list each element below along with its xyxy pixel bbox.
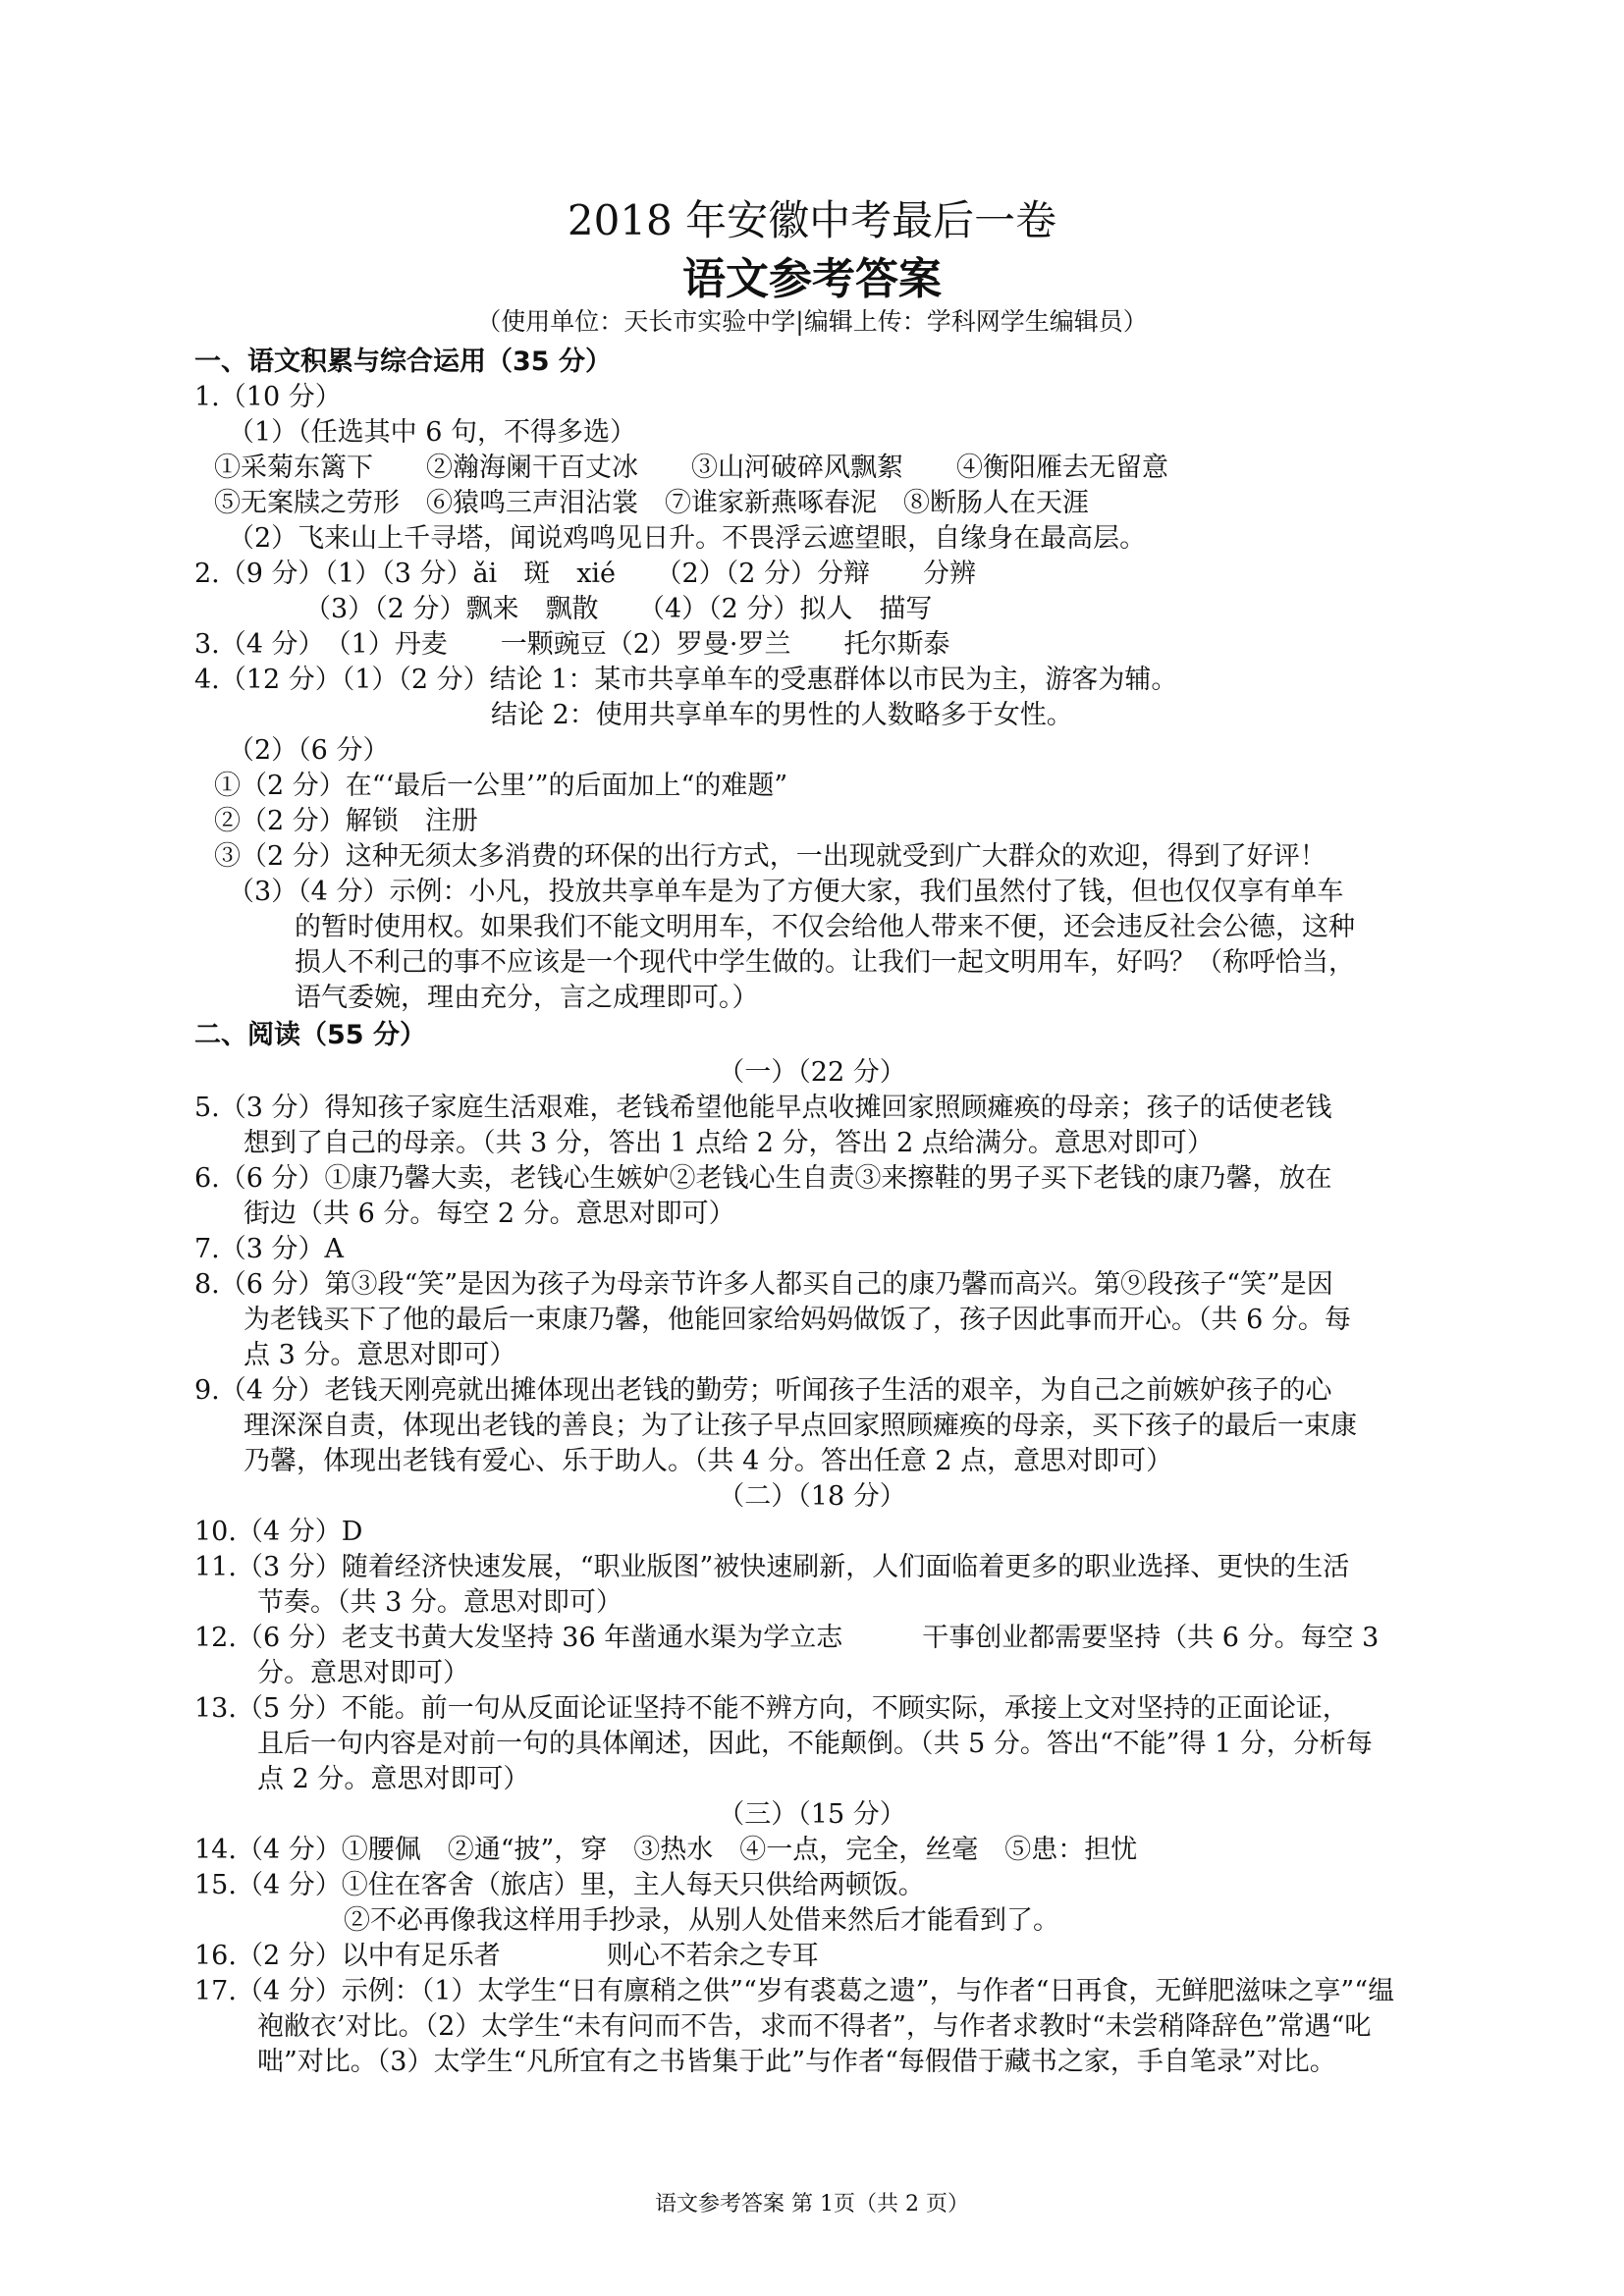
answer-line: （1）（任选其中 6 句，不得多选） — [228, 417, 637, 448]
answer-line: （3）（2 分）飘来 飘散 （4）（2 分）拟人 描写 — [304, 594, 933, 624]
answer-line: ①（2 分）在“‘最后一公里’”的后面加上“的难题” — [214, 771, 788, 801]
answer-line: 点 2 分。意思对即可） — [257, 1764, 530, 1794]
answer-line: 分。意思对即可） — [257, 1658, 469, 1688]
answer-line: 6.（6 分）①康乃馨大卖，老钱心生嫉妒②老钱心生自责③来擦鞋的男子买下老钱的康乃馨，放在 — [194, 1163, 1332, 1194]
answer-line: 理深深自责，体现出老钱的善良；为了让孩子早点回家照顾瘫痪的母亲，买下孩子的最后一束康 — [244, 1411, 1357, 1441]
answer-line: 结论 2：使用共享单车的男性的人数略多于女性。 — [491, 700, 1073, 730]
answer-line: 11.（3 分）随着经济快速发展，“职业版图”被快速刷新，人们面临着更多的职业选择、更快的生活 — [194, 1552, 1350, 1582]
answer-line: 语气委婉，理由充分，言之成理即可。） — [295, 983, 759, 1013]
answer-line: 街边（共 6 分。每空 2 分。意思对即可） — [244, 1199, 735, 1229]
answer-line: ②（2 分）解锁 注册 — [214, 806, 478, 836]
source-note: （使用单位：天长市实验中学|编辑上传：学科网学生编辑员） — [476, 307, 1148, 336]
part-heading: （三）（15 分） — [718, 1799, 906, 1830]
answer-line: （2）飞来山上千寻塔，闻说鸡鸣见日升。不畏浮云遮望眼，自缘身在最高层。 — [228, 523, 1147, 554]
answer-line: 为老钱买下了他的最后一束康乃馨，他能回家给妈妈做饭了，孩子因此事而开心。（共 6 分。每 — [244, 1305, 1351, 1335]
answer-line: 12.（6 分）老支书黄大发坚持 36 年凿通水渠为学立志 干事创业都需要坚持（共 6 分。每空 3 — [194, 1623, 1380, 1653]
answer-line: 节奏。（共 3 分。意思对即可） — [257, 1587, 623, 1618]
answer-line: ⑤无案牍之劳形 ⑥猿鸣三声泪沾裳 ⑦谁家新燕啄春泥 ⑧断肠人在天涯 — [214, 488, 1089, 518]
answer-line: ②不必再像我这样用手抄录，从别人处借来然后才能看到了。 — [344, 1905, 1059, 1936]
answer-line: （3）（4 分）示例：小凡，投放共享单车是为了方便大家，我们虽然付了钱，但也仅仅享有单车 — [228, 877, 1344, 907]
answer-line: 袍敝衣’对比。（2）太学生“未有问而不告，求而不得者”，与作者求教时“未尝稍降辞色”常遇“叱 — [257, 2011, 1372, 2042]
part-heading: （二）（18 分） — [718, 1481, 906, 1512]
section-heading: 一、语文积累与综合运用（35 分） — [194, 347, 612, 377]
answer-line: 2.（9 分）（1）（3 分）ǎi 斑 xié （2）（2 分）分辩 分辨 — [194, 559, 976, 589]
answer-line: ①采菊东篱下 ②瀚海阑干百丈冰 ③山河破碎风飘絮 ④衡阳雁去无留意 — [214, 453, 1168, 483]
answer-line: 4.（12 分）（1）（2 分）结论 1：某市共享单车的受惠群体以市民为主，游客为辅。 — [194, 665, 1178, 695]
section-heading: 二、阅读（55 分） — [194, 1020, 426, 1050]
answer-line: 7.（3 分）A — [194, 1234, 345, 1264]
answer-line: 的暂时使用权。如果我们不能文明用车，不仅会给他人带来不便，还会违反社会公德，这种 — [295, 912, 1355, 942]
answer-line: 且后一句内容是对前一句的具体阐述，因此，不能颠倒。（共 5 分。答出“不能”得 1 分，分析每 — [257, 1729, 1373, 1759]
answer-line: 乃馨，体现出老钱有爱心、乐于助人。（共 4 分。答出任意 2 点，意思对即可） — [244, 1446, 1173, 1476]
answer-line: 损人不利己的事不应该是一个现代中学生做的。让我们一起文明用车，好吗？（称呼恰当， — [295, 947, 1355, 978]
answer-line: 10.（4 分）D — [194, 1517, 363, 1547]
answer-line: 17.（4 分）示例：（1）太学生“日有廪稍之供”“岁有裘葛之遗”，与作者“日再食，无鲜肥滋味之享”“缊 — [194, 1976, 1394, 2006]
answer-line: 想到了自己的母亲。（共 3 分，答出 1 点给 2 分，答出 2 点给满分。意思对即可） — [244, 1128, 1214, 1158]
page-footer: 语文参考答案 第 1页（共 2 页） — [655, 2192, 969, 2216]
answer-line: 咄”对比。（3）太学生“凡所宜有之书皆集于此”与作者“每假借于藏书之家，手自笔录”对比。 — [257, 2047, 1336, 2077]
answer-line: 3.（4 分） （1）丹麦 一颗豌豆（2）罗曼·罗兰 托尔斯泰 — [194, 629, 950, 660]
answer-line: 13.（5 分）不能。前一句从反面论证坚持不能不辨方向，不顾实际，承接上文对坚持的正面论证， — [194, 1693, 1349, 1724]
answer-line: 15.（4 分）①住在客舍（旅店）里，主人每天只供给两顿饭。 — [194, 1870, 925, 1900]
exam-title: 2018 年安徽中考最后一卷 — [567, 196, 1057, 244]
answer-line: 9.（4 分）老钱天刚亮就出摊体现出老钱的勤劳；听闻孩子生活的艰辛，为自己之前嫉妒孩子的心 — [194, 1375, 1332, 1406]
answer-line: 14.（4 分）①腰佩 ②通“披”，穿 ③热水 ④一点，完全，丝毫 ⑤患：担忧 — [194, 1835, 1138, 1865]
answer-key-heading: 语文参考答案 — [682, 254, 942, 304]
answer-line: 8.（6 分）第③段“笑”是因为孩子为母亲节许多人都买自己的康乃馨而高兴。第⑨段孩子“笑”是因 — [194, 1269, 1333, 1300]
answer-line: 1.（10 分） — [194, 382, 342, 412]
answer-line: 5.（3 分）得知孩子家庭生活艰难，老钱希望他能早点收摊回家照顾瘫痪的母亲；孩子的话使老钱 — [194, 1093, 1332, 1123]
answer-line: 16.（2 分）以中有足乐者 则心不若余之专耳 — [194, 1941, 819, 1971]
answer-line: 点 3 分。意思对即可） — [244, 1340, 516, 1370]
answer-line: ③（2 分）这种无须太多消费的环保的出行方式，一出现就受到广大群众的欢迎，得到了好评！ — [214, 841, 1326, 872]
part-heading: （一）（22 分） — [718, 1057, 906, 1088]
answer-line: （2）（6 分） — [228, 735, 390, 766]
